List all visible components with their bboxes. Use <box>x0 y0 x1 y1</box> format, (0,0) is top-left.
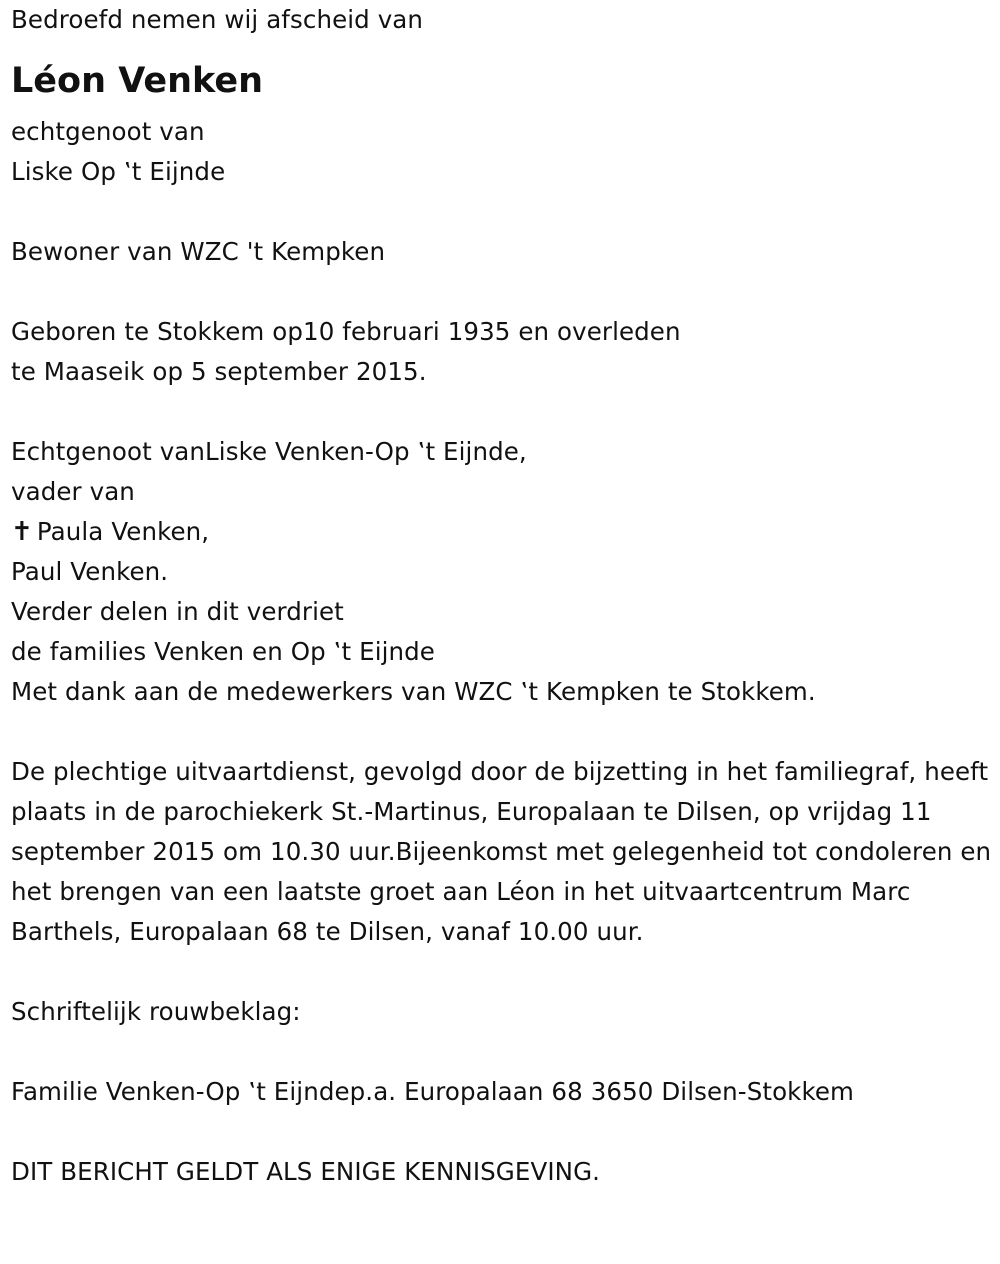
closing-notice: DIT BERICHT GELDT ALS ENIGE KENNISGEVING. <box>11 1157 601 1186</box>
father-of-text: vader van <box>11 477 135 506</box>
intro-text: Bedroefd nemen wij afscheid van <box>11 5 424 34</box>
sharing-line-2: de families Venken en Op ‛t Eijnde <box>11 637 435 666</box>
thanks-line: Met dank aan de medewerkers van WZC ‛t Kempken te Stokkem. <box>11 677 816 706</box>
cross-icon: ✝ <box>11 517 33 547</box>
obituary-notice <box>11 0 996 1192</box>
condolence-address: Familie Venken-Op ‛t Eijndep.a. Europalaan 68 3650 Dilsen-Stokkem <box>11 1077 855 1106</box>
birth-line-1: Geboren te Stokkem op10 februari 1935 en overleden <box>11 317 681 346</box>
family-spouse-line: Echtgenoot vanLiske Venken-Op ‛t Eijnde, <box>11 437 527 466</box>
spacer <box>11 952 996 992</box>
service-paragraph: De plechtige uitvaartdienst, gevolgd door de bijzetting in het familiegraf, heeft plaats in de parochiekerk St.-Martinus, Europalaan te Dilsen, op vrijdag 11 september 2015 om 10.30 uur.Bijeenkomst met gelegenheid tot condoleren en het brengen van een laatste groet aan Léon in het uitvaartcentrum Marc Barthels, Europalaan 68 te Dilsen, vanaf 10.00 uur. <box>11 757 992 946</box>
child-1-name: Paula Venken, <box>36 517 210 546</box>
spouse-intro: echtgenoot van <box>11 117 205 146</box>
birth-line-2: te Maaseik op 5 september 2015. <box>11 357 427 386</box>
child-2-name: Paul Venken. <box>11 557 169 586</box>
spacer <box>11 192 996 232</box>
child-deceased <box>11 512 996 552</box>
condolence-label: Schriftelijk rouwbeklag: <box>11 997 301 1026</box>
spacer <box>11 712 996 752</box>
spouse-name: Liske Op ‛t Eijnde <box>11 157 226 186</box>
residence-text: Bewoner van WZC 't Kempken <box>11 237 386 266</box>
deceased-name: Léon Venken <box>11 61 264 101</box>
sharing-line-1: Verder delen in dit verdriet <box>11 597 344 626</box>
spacer <box>11 1032 996 1072</box>
spacer <box>11 272 996 312</box>
spacer <box>11 392 996 432</box>
spacer <box>11 1112 996 1152</box>
